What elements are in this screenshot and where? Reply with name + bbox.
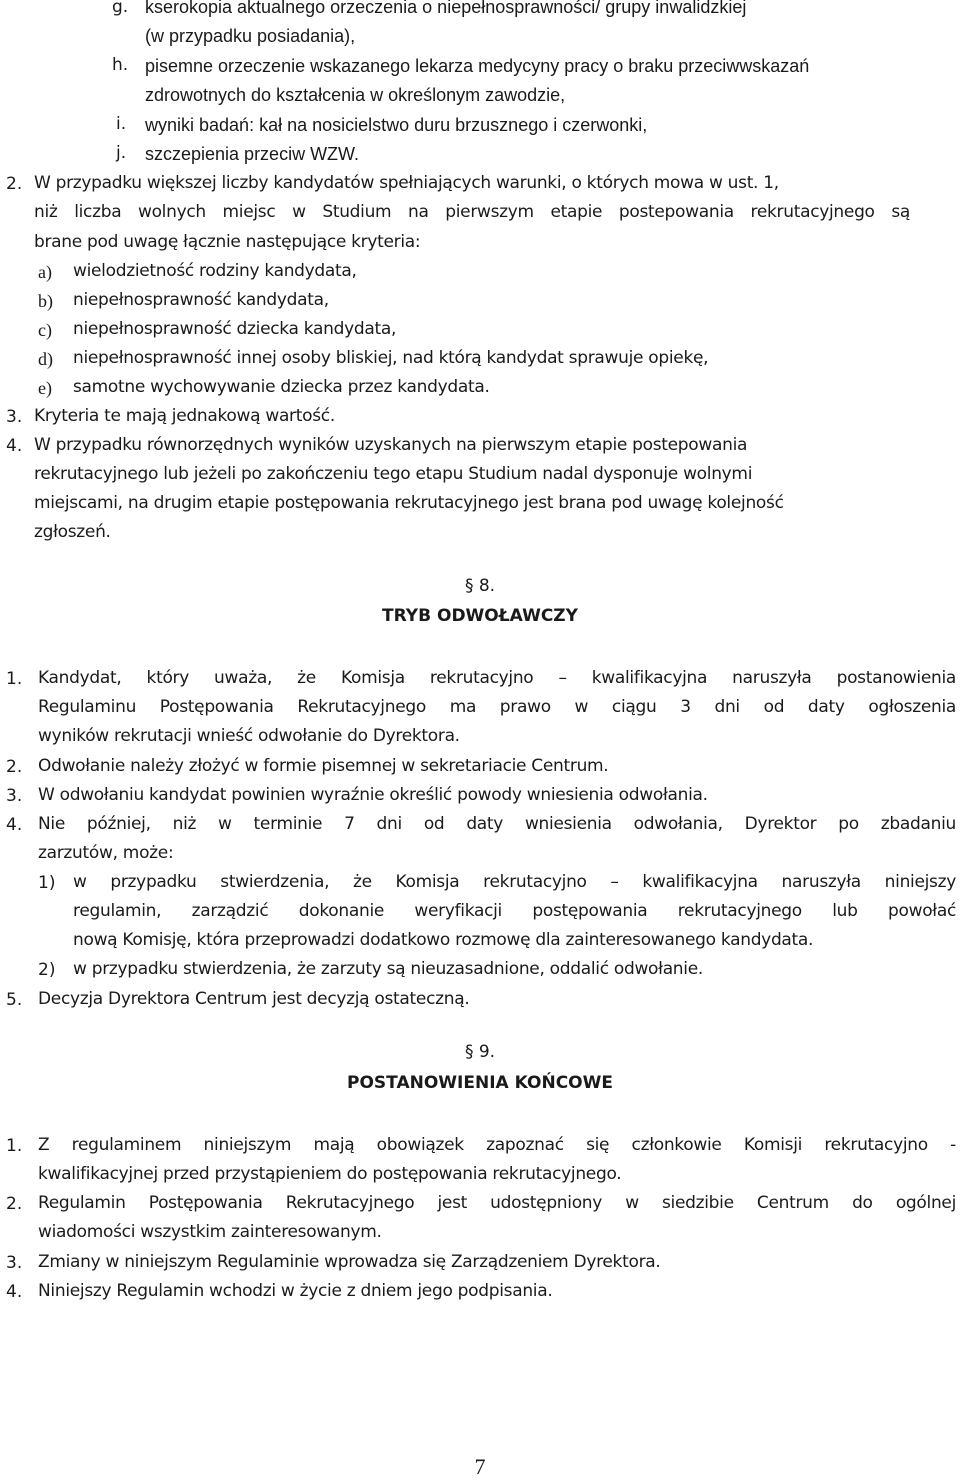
paragraph-line: Kandydat, który uważa, że Komisja rekrutacyjno – kwalifikacyjna naruszyła postanowienia — [38, 668, 956, 688]
list-item-text: (w przypadku posiadania), — [145, 26, 356, 46]
paragraph-line: Odwołanie należy złożyć w formie pisemnej w sekretariacie Centrum. — [38, 756, 609, 776]
criterion-text: wielodzietność rodziny kandydata, — [73, 261, 357, 281]
criterion-text: niepełnosprawność kandydata, — [73, 290, 329, 310]
paragraph-marker: 4. — [6, 436, 23, 456]
paragraph-line: brane pod uwagę łącznie następujące kryteria: — [34, 232, 421, 252]
paragraph-line: rekrutacyjnego lub jeżeli po zakończeniu tego etapu Studium nadal dysponuje wolnymi — [34, 464, 753, 484]
criterion-text: niepełnosprawność dziecka kandydata, — [73, 319, 397, 339]
section-title: POSTANOWIENIA KOŃCOWE — [347, 1073, 613, 1093]
paragraph-line: w przypadku stwierdzenia, że Komisja rekrutacyjno – kwalifikacyjna naruszyła niniejszy — [73, 872, 956, 892]
criterion-marker: d) — [38, 349, 53, 369]
paragraph-line: w przypadku stwierdzenia, że zarzuty są nieuzasadnione, oddalić odwołanie. — [73, 959, 703, 979]
list-item-text: zdrowotnych do kształcenia w określonym zawodzie, — [145, 85, 566, 105]
paragraph-marker: 3. — [6, 407, 23, 427]
paragraph-line: W przypadku większej liczby kandydatów spełniających warunki, o których mowa w ust. 1, — [34, 173, 779, 193]
criterion-marker: a) — [38, 262, 52, 282]
list-item-text: kserokopia aktualnego orzeczenia o niepełnosprawności/ grupy inwalidzkiej — [145, 0, 747, 17]
list-marker: g. — [112, 0, 129, 17]
sub-item-marker: 1) — [38, 873, 56, 893]
paragraph-line: Kryteria te mają jednakową wartość. — [34, 406, 335, 426]
criterion-marker: e) — [38, 378, 52, 398]
paragraph-line: Regulaminu Postępowania Rekrutacyjnego ma prawo w ciągu 3 dni od daty ogłoszenia — [38, 697, 956, 717]
paragraph-line: W przypadku równorzędnych wyników uzyskanych na pierwszym etapie postepowania — [34, 435, 748, 455]
sub-item-marker: 2) — [38, 960, 56, 980]
paragraph-marker: 5. — [6, 990, 23, 1010]
list-marker: i. — [116, 114, 127, 134]
paragraph-marker: 4. — [6, 1282, 23, 1302]
paragraph-line: Z regulaminem niniejszym mają obowiązek zapoznać się członkowie Komisji rekrutacyjno - — [38, 1135, 956, 1155]
list-item-text: pisemne orzeczenie wskazanego lekarza medycyny pracy o braku przeciwwskazań — [145, 56, 810, 76]
criterion-marker: b) — [38, 291, 53, 311]
section-number: § 8. — [464, 576, 496, 596]
paragraph-line: nową Komisję, która przeprowadzi dodatkowo rozmowę dla zainteresowanego kandydata. — [73, 930, 814, 950]
paragraph-marker: 3. — [6, 786, 23, 806]
criterion-marker: c) — [38, 320, 52, 340]
paragraph-marker: 3. — [6, 1253, 23, 1273]
section-number: § 9. — [464, 1042, 496, 1062]
paragraph-line: Niniejszy Regulamin wchodzi w życie z dniem jego podpisania. — [38, 1281, 553, 1301]
criterion-text: samotne wychowywanie dziecka przez kandydata. — [73, 377, 490, 397]
paragraph-line: Decyzja Dyrektora Centrum jest decyzją ostateczną. — [38, 989, 470, 1009]
paragraph-line: wyników rekrutacji wnieść odwołanie do Dyrektora. — [38, 726, 460, 746]
list-item-text: wyniki badań: kał na nosicielstwo duru brzusznego i czerwonki, — [145, 115, 648, 135]
paragraph-line: zgłoszeń. — [34, 522, 111, 542]
paragraph-line: miejscami, na drugim etapie postępowania rekrutacyjnego jest brana pod uwagę kolejność — [34, 493, 784, 513]
paragraph-line: Nie później, niż w terminie 7 dni od daty wniesienia odwołania, Dyrektor po zbadaniu — [38, 814, 956, 834]
paragraph-line: Zmiany w niniejszym Regulaminie wprowadza się Zarządzeniem Dyrektora. — [38, 1252, 661, 1272]
list-marker: j. — [116, 143, 127, 163]
paragraph-line: kwalifikacyjnej przed przystąpieniem do postępowania rekrutacyjnego. — [38, 1164, 622, 1184]
section-title: TRYB ODWOŁAWCZY — [382, 606, 578, 626]
paragraph-marker: 4. — [6, 815, 23, 835]
paragraph-line: niż liczba wolnych miejsc w Studium na pierwszym etapie postepowania rekrutacyjnego są — [34, 202, 910, 222]
paragraph-line: zarzutów, może: — [38, 843, 174, 863]
page-number: 7 — [474, 1454, 486, 1479]
paragraph-marker: 2. — [6, 174, 23, 194]
paragraph-marker: 2. — [6, 757, 23, 777]
paragraph-marker: 2. — [6, 1194, 23, 1214]
list-marker: h. — [112, 55, 129, 75]
list-item-text: szczepienia przeciw WZW. — [145, 144, 360, 164]
paragraph-line: W odwołaniu kandydat powinien wyraźnie określić powody wniesienia odwołania. — [38, 785, 708, 805]
paragraph-line: regulamin, zarządzić dokonanie weryfikacji postępowania rekrutacyjnego lub powołać — [73, 901, 956, 921]
paragraph-marker: 1. — [6, 669, 23, 689]
criterion-text: niepełnosprawność innej osoby bliskiej, nad którą kandydat sprawuje opiekę, — [73, 348, 709, 368]
paragraph-marker: 1. — [6, 1136, 23, 1156]
paragraph-line: Regulamin Postępowania Rekrutacyjnego jest udostępniony w siedzibie Centrum do ogólnej — [38, 1193, 956, 1213]
paragraph-line: wiadomości wszystkim zainteresowanym. — [38, 1222, 382, 1242]
